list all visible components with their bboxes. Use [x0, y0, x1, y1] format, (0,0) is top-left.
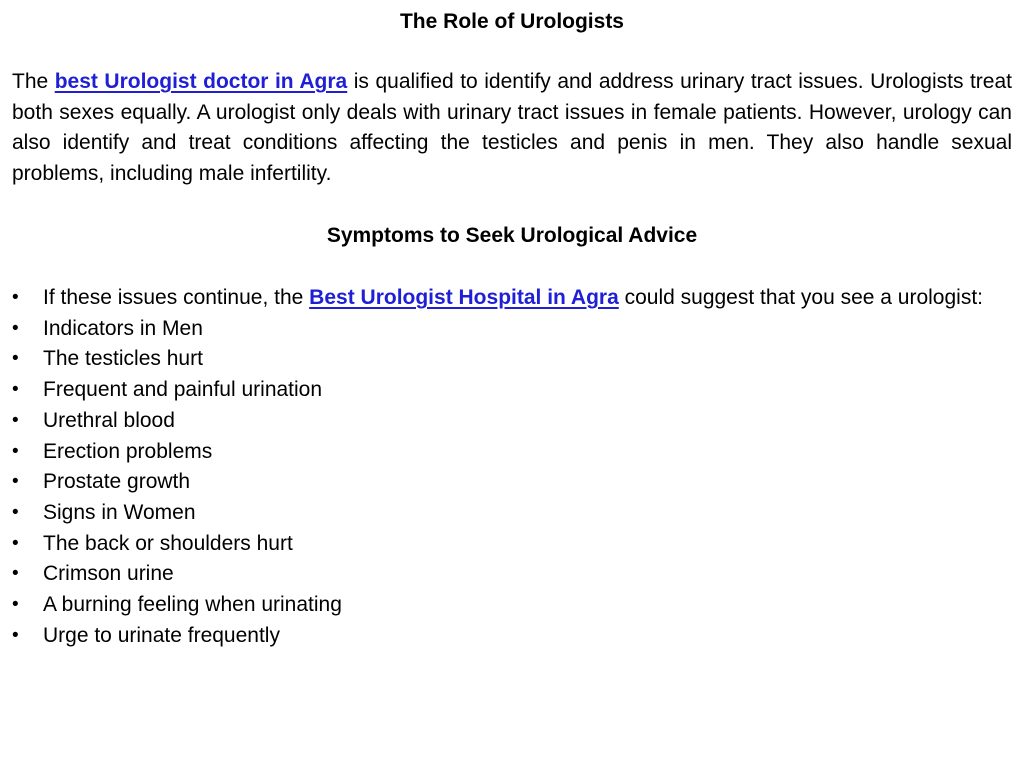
bullet-icon: • — [12, 624, 19, 646]
list-item — [12, 283, 1002, 314]
urologist-doctor-link[interactable]: best Urologist doctor in Agra — [54, 70, 348, 93]
bullet-icon: • — [12, 440, 19, 462]
intro-suffix: is qualified to identify and address urinary tract issues. Urologists treat both sexes equally. A urologist only deals with urinary tract issues in female patients. However, urology can also identify and treat conditions affecting the testicles and penis in men. They also handle sexual problems, including male infertility. — [12, 70, 1012, 186]
list-item-text: Signs in Women — [43, 500, 196, 524]
symptom-list — [12, 283, 1002, 651]
bullet-icon: • — [12, 563, 19, 585]
list-item — [12, 529, 1002, 560]
bullet-icon: • — [12, 379, 19, 401]
bullet-icon: • — [12, 287, 19, 308]
list-item — [12, 590, 1002, 621]
urologist-hospital-link[interactable]: Best Urologist Hospital in Agra — [309, 286, 619, 309]
list-item-text: Erection problems — [43, 439, 213, 463]
bullet-icon: • — [12, 409, 19, 431]
intro-paragraph — [12, 67, 1012, 190]
list-item-text: Crimson urine — [43, 562, 174, 586]
list-item — [12, 375, 1002, 406]
list-item-text: A burning feeling when urinating — [43, 593, 342, 617]
bullet-icon: • — [12, 501, 19, 523]
list-item-text: The back or shoulders hurt — [43, 531, 293, 555]
list-item-text: Frequent and painful urination — [43, 378, 323, 402]
list-item-text: Urethral blood — [43, 408, 175, 432]
list-item-text: Prostate growth — [43, 470, 191, 494]
section-heading: Symptoms to Seek Urological Advice — [326, 224, 698, 247]
list-item — [12, 314, 1002, 345]
list-item-text: The testicles hurt — [43, 347, 203, 371]
list-item — [12, 498, 1002, 529]
intro-prefix: The — [12, 70, 49, 93]
first-bullet-suffix: could suggest that you see a urologist: — [624, 286, 984, 309]
list-item — [12, 467, 1002, 498]
list-item-text: Urge to urinate frequently — [43, 623, 280, 647]
list-item — [12, 344, 1002, 375]
list-item — [12, 559, 1002, 590]
list-item-text: Indicators in Men — [43, 316, 203, 340]
bullet-icon: • — [12, 317, 19, 339]
bullet-icon: • — [12, 532, 19, 554]
bullet-icon: • — [12, 594, 19, 616]
list-item — [12, 437, 1002, 468]
bullet-icon: • — [12, 348, 19, 370]
list-item — [12, 406, 1002, 437]
bullet-icon: • — [12, 471, 19, 493]
page-title: The Role of Urologists — [399, 10, 624, 33]
list-item — [12, 621, 1002, 652]
first-bullet-prefix: If these issues continue, the — [43, 286, 304, 309]
